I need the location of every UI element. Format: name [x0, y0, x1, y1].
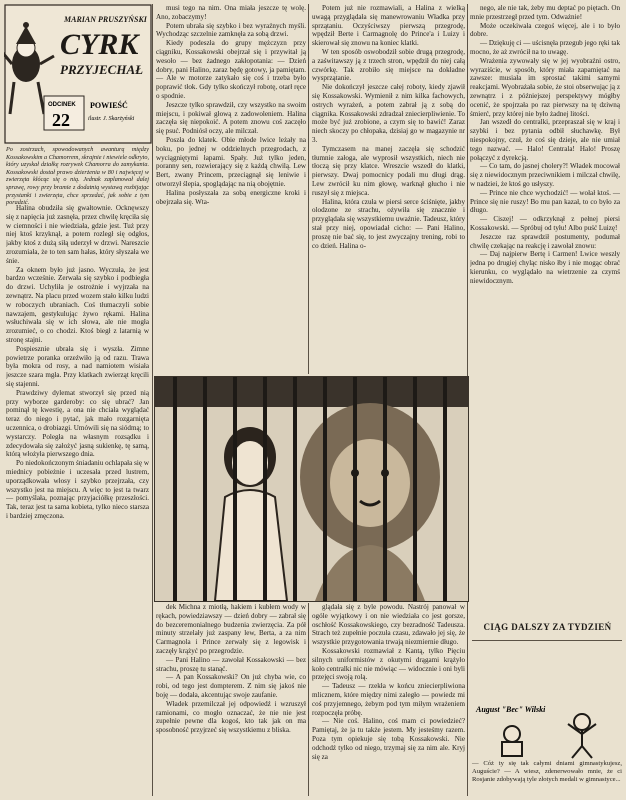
column-divider — [308, 603, 309, 796]
paragraph: nego, ale nie tak, żeby mu deptać po piętach. On mnie przestrzegł przed tym. Odważnie! — [470, 4, 620, 21]
column-divider — [152, 4, 153, 796]
serial-header — [4, 4, 152, 144]
paragraph: Kossakowski rozmawiał z Kantą, tylko Pięciu silnych uniformistów z okutymi drągami krążyło koło centralki nic nie mówiąc — widocznie i oni byli przejęci swoją rolą. — [312, 646, 465, 682]
paragraph: — Pani Halino — zawołał Kossakowski — bez strachu, proszę tu stanąć. — [156, 655, 306, 673]
paragraph: Tymczasem na manej zaczęła się schodzić tłumnie załoga, ale wyprosił wszystkich, niech nie tłoczą się przy klatce. Wreszcie wszedł do klatki, pierwszy. Dwaj pomocnicy podali mu długi drąg. Lew zwrócił ku nim głowę, warknął głucho i nie ruszył się z miejsca. — [312, 144, 465, 197]
paragraph: — Tadeusz — rzekła w końcu zniecierpliwiona mlicznem, które między nimi zaległo — powiedz mi coś przyjemnego, żebym pod tym miłym wrażeniem rozpoczęła próbę. — [312, 682, 465, 717]
paragraph: Halina, która czuła w piersi serce ściśnięte, jakby olodzone ze strachu, ożywiła się znacznie i przyglądała się wszystkiemu uważnie. Tadeusz, który stał przy niej, opowiadał cicho: — Pani Halino, proszę nie bać się, to jest zwyczajny trening, robi to co dzień. Halina o- — [312, 197, 465, 250]
genre-label: POWIEŚĆ — [90, 101, 128, 110]
paragraph: — Daj najpierw Bertę i Carmen! Lwice weszły jedna po drugiej chyląc nisko łby i nie mogąc obrać kierunku, co wyglądało na wietrzenie za czymś niewidocznym. — [470, 250, 620, 285]
paragraph: Za oknem było już jasno. Wyczuła, że jest bardzo wcześnie. Zerwała się szybko i podbiegła do drzwi. Uchyliła je ostrożnie i wyjrzała na zewnątrz. Na placu przed wozem stało kilku ludzi w roboczych ubraniach. Coś tłumaczyli sobie nawzajem, gestykulując żywo rękami. Halina wsłuchiwała się w ich słowa, ale nie mogła zrozumieć, o co chodzi. Ktoś biegł z latarnią w stronę stajni. — [6, 265, 149, 344]
text-column-4 — [470, 4, 620, 616]
cartoon-title: August "Bec" Wilski — [476, 705, 546, 714]
column-divider — [308, 4, 309, 374]
paragraph: Halina posłyszała za sobą energiczne kroki i obejrzała się. Wta- — [156, 188, 306, 206]
gymnast-figure — [568, 714, 596, 758]
paragraph: musi tego na nim. Ona miała jeszcze tę wolę. Ano, zobaczymy! — [156, 4, 306, 21]
lion-cage-illustration — [154, 376, 469, 602]
title-przyjechal: PRZYJECHAŁ — [60, 62, 144, 77]
paragraph: Kiedy podeszła do grupy mężczyzn przy ciągniku, Kossakowski obejrzał się i przywitał ją wesoło — bez żadnego zakłopotania: — Dzień dobry, pani Halino, zaraz będę gotowy, ja pamiętam. — Ale w motorze zatykało się coś i trzeba było poprawić tłok. Gdy tylko skończył robotę, otarł ręce o spodnie. — [156, 39, 306, 100]
title-cyrk: CYRK — [60, 28, 139, 61]
paragraph: — Co tam, do jasnej cholery?! Władek mocował się z niewidocznym przeciwnikiem i milczał chwilę, w nadziei, że ktoś go usłyszy. — [470, 162, 620, 188]
cartoon-strip — [472, 700, 622, 760]
paragraph: Jeszcze tylko sprawdził, czy wszystko na swoim miejscu, i pokiwał głową z zadowoleniem. Halina zaczęła się niepokoić. A potem znowu coś zaczęło się psuć. Podniósł oczy, ale milczał. — [156, 100, 306, 136]
paragraph: W ten sposób oswobodził sobie drugą przegrodę, a zaświtawszy ją z trzech stron, wpędził do niej całą czwórkę. Tak zrobiło się miejsce na dokładne wysprzątanie. — [312, 47, 465, 83]
paragraph: Prawdziwy dylemat stworzył się przed nią przy wyborze garderoby: co się ubrać? Jan pominął tę kwestię, a ona nie chciała wyglądać teraz do niego i pytać, jak mało rozgarnięta uczennica, o drobiazgi. Umówili się na siódmą; to wystarczy. Poległa na własnym rozsądku i zdecydowała się założyć jasną sukienkę, tę samą, którą włożyła pierwszego dnia. — [6, 388, 149, 459]
paragraph: — Nie coś. Halino, coś mam ci powiedzieć? Pamiętaj, że ja tu także jestem. My jesteśmy razem. Poza tym opiekuje się tobą Kossakowski. Nie odchodź tylko od niego, trzymaj się za nim ale. Kryj się za — [312, 717, 465, 761]
text-column-1 — [6, 204, 149, 796]
paragraph: Jeszcze raz sprawdził postumenty, podumał chwilę czekając na reakcję i zawołał znowu: — [470, 232, 620, 250]
paragraph: Potem ubrała się szybko i bez wyraźnych myśli. Wychodząc szczelnie zamknęła za sobą drzwi. — [156, 21, 306, 39]
paragraph: Potem już nie rozmawiali, a Halina z wielką uwagą przyglądała się manewrowaniu Władka przy sprzątaniu. Oczyściwszy pierwszą przegrodę, wpędził Berte i Carmagnolę do Prince'a i Luizy i skierował się znowu na koniec klatki. — [312, 4, 465, 48]
author-name: MARIAN PRUSZYŃSKI — [64, 15, 147, 24]
paragraph: Pospiesznie ubrała się i wyszła. Zimne powietrze poranka orzeźwiło ją od razu. Trawa była mokra od rosy, a nad namiotem wisiała jeszcze szara mgła. Przy klatkach zwierząt kręcili się stajenni. — [6, 344, 149, 388]
paragraph: — Dziękuję ci — uścisnęła przegub jego ręki tak mocno, że aż zwrócił na to uwagę. — [470, 39, 620, 56]
paragraph: Wrażenia zywowały się w jej wyobraźni ostro, wyraziście, w sposób, który miała zapamiętać na zawsze: musiała im sprostać takimi samymi reakcjami. Wyobrażała sobie, że stoi obserwując ją z zewnątrz i z późniejszej perspektywy mógłby ocenić, że spojrzała po raz pierwszy na tę dziwną śmierć, przy której nie było żadnej litości. — [470, 56, 620, 118]
text-column-3-continued — [312, 603, 465, 796]
paragraph: Poszła do klatek. Obie młode lwice leżały na boku, po jednej w oddzielnych przegrodach, z wyciągniętymi łapami. Spały. Już tylko jeden, poranny sen, rozwierający się z każdą chwilą. Lew Bert, zwany Princem, przeciągnął się leniwie i otworzył ślepia, spoglądając na nią obojętnie. — [156, 135, 306, 188]
cyrk-title-artwork — [4, 4, 152, 144]
text-column-2-continued — [156, 603, 306, 796]
episode-label: ODCINEK — [48, 102, 76, 108]
paragraph: Władek przemilczał jej odpowiedź i wzruszył ramionami, co mogło oznaczać, że nie nie jest zupełnie pewne dla kogoś, kto tak jak on ma sposobność przyjrzeć się wszystkiemu z bliska. — [156, 699, 306, 735]
episode-badge — [44, 96, 84, 130]
paragraph: — A pan Kossakowski? On już chyba wie, co robi, od tego jest dompterem. Z nim się jakoś nie boję — dodała, akcentując swoje zaufanie. — [156, 673, 306, 699]
paragraph: — Ciszej! — odkrzyknął z pełnej piersi Kossakowski. — Spróbuj od tyłu! Albo puść Luizę! — [470, 215, 620, 232]
paragraph: Po niedokończonym śniadaniu ochlapała się w miednicy pobieżnie i uczesała przed lustrem, uporządkowała włosy i szybko przejrzała, czy wszystko jest na miejscu. A więc to jest ta twarz — pomyślała, poznając przyjaciółkę przeszłości. Tak, teraz jest ta sama kobieta, tylko nieco starsza i bardziej zmęczona. — [6, 459, 149, 520]
paragraph: Może oczekiwała czegoś więcej, ale i to było dobre. — [470, 21, 620, 39]
illustrator-credit: ilustr. J. Skarżyński — [88, 116, 135, 122]
cartoon-caption: — Cóż ty się tak całymi dniami gimnastykujesz, Auguście? — A wiesz, zdenerwowało mnie, że ci Rosjanie zdobywają tyle złotych medali w gimnastyce... — [472, 760, 622, 783]
paragraph: glądała się z byle powodu. Nastrój panował w ogóle wyjątkowy i on nie wiedziała co jest gorsze, oschłość Kossakowskiego, czy bezradność Tadeusza. Strach też zupełnie poczuła czasu, zdawało jej się, że wszystkie przygotowania trwają niezmiernie długo. — [312, 603, 465, 647]
continued-notice: CIĄG DALSZY ZA TYDZIEŃ — [483, 622, 612, 632]
paragraph: Nie dokończył jeszcze całej roboty, kiedy zjawił się Kossakowski. Wymienił z nim kilka fachowych, ostrych wyrażeń, a potem zabrał ją z sobą do ciągnika. Kossakowski zdradzał zniecierpliwienie. To może być już zrobione, a czym się to bawić! Zaraz niech skoczy po chłopaka, dzisiaj go w magazynie nr 3. — [312, 83, 465, 144]
paragraph: — Prince nie chce wychodzić! — wołał ktoś. — Prince się nie ruszy! Bo mu pan kazał, to co było za długo. — [470, 188, 620, 215]
seated-figure — [502, 726, 522, 756]
section-divider — [472, 640, 622, 641]
episode-number: 22 — [52, 110, 70, 130]
paragraph: Halina obudziła się gwałtownie. Ocknęwszy się z napięcia już zasnęła, przez chwilę kręciła się w ciemności i nie wiedziała, gdzie jest. Tuż przy niej ktoś krzyknął, a potem rozległ się odgłos, jakby ktoś z dużą siłą uderzył w drzwi. Nareszcie zrozumiała, że to ten sam hałas, który słyszała we śnie. — [6, 204, 149, 265]
serial-summary: Po zostrzach, spowodowanych awanturą między Kossakowskim a Chamorrem, skrajnie i niewiele odkryto, który uzyskał działkę rozrywek Chamorra do zamykania. Kossakowski dostał prawo dzierżenia w 80 i najwięcej w zwierzęta kłócąc się o nią. Jednak zaplanował dalej sprawę, rowy przy bramie z dodatnią wystawą rozbijając przystanki i zwierzęta, chce sprzedać, jak sobie z tym poradzić. — [6, 146, 149, 207]
paragraph: Jan wszedł do centralki, przepraszał się w kraj i szybki i bez pytania odbił słuchawkę. Był niespokojny, czuł, że coś się dzieje, ale nie umiał tego nazwać. — Halo! Centrala! Halo! Proszę połączyć z dyrekcją. — [470, 118, 620, 162]
text-column-2 — [156, 4, 306, 374]
paragraph: dek Michna z miotłą, hakiem i kubłem wody w rękach, powiedziawszy — dzień dobry — zabrał się do bezceremonialnego budzenia zwierzęcia. Za pół minuty strzelały już zaspany lew, Berta, a za nim Carmagnola i Prince zerwały się z legowisk i zaczęły krążyć po przegrodzie. — [156, 603, 306, 655]
text-column-3 — [312, 4, 465, 374]
